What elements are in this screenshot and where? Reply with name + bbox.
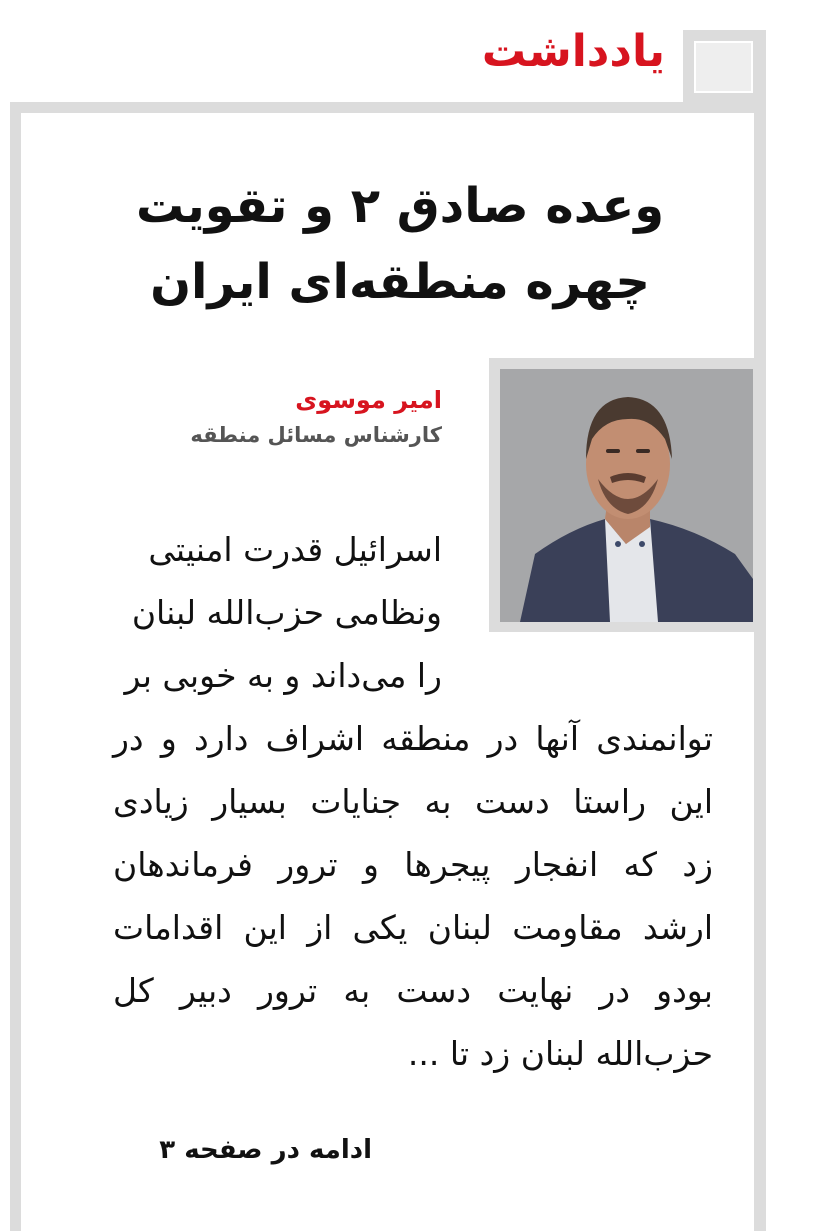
frame-border-top	[10, 102, 766, 113]
body-line: ونظامی حزب‌الله لبنان	[131, 593, 442, 632]
headline-line: چهره منطقه‌ای ایران	[150, 254, 650, 310]
section-label: یادداشت	[481, 26, 665, 77]
headline-line: وعده صادق ۲ و تقویت	[135, 178, 665, 234]
section-marker-square-icon	[683, 30, 766, 103]
continued-on-page-link[interactable]: ادامه در صفحه ۳	[159, 1135, 372, 1165]
author-role: کارشناس مسائل منطقه	[190, 423, 442, 447]
section-marker-square-inner	[694, 41, 753, 93]
body-line: این راستا دست به جنایات بسیار زیادی	[113, 782, 713, 821]
body-line: زد که انفجار پیجرها و ترور فرماندهان	[113, 845, 713, 884]
article-headline	[120, 168, 680, 320]
body-line: اسرائیل قدرت امنیتی	[148, 530, 442, 569]
body-line: توانمندی آنها در منطقه اشراف دارد و در	[113, 719, 713, 758]
author-photo-frame	[489, 358, 764, 632]
author-portrait-icon	[500, 369, 753, 622]
frame-border-left	[10, 102, 21, 1231]
body-line: را می‌داند و به خوبی بر	[124, 656, 442, 695]
article-body-intro	[125, 518, 442, 707]
article-body	[113, 707, 713, 1085]
author-name: امیر موسوی	[295, 386, 442, 414]
body-line: حزب‌الله لبنان زد تا ...	[407, 1034, 713, 1073]
body-line: ارشد مقاومت لبنان یکی از این اقدامات	[113, 908, 713, 947]
body-line: بودو در نهایت دست به ترور دبیر کل	[113, 971, 713, 1010]
author-photo	[500, 369, 753, 622]
